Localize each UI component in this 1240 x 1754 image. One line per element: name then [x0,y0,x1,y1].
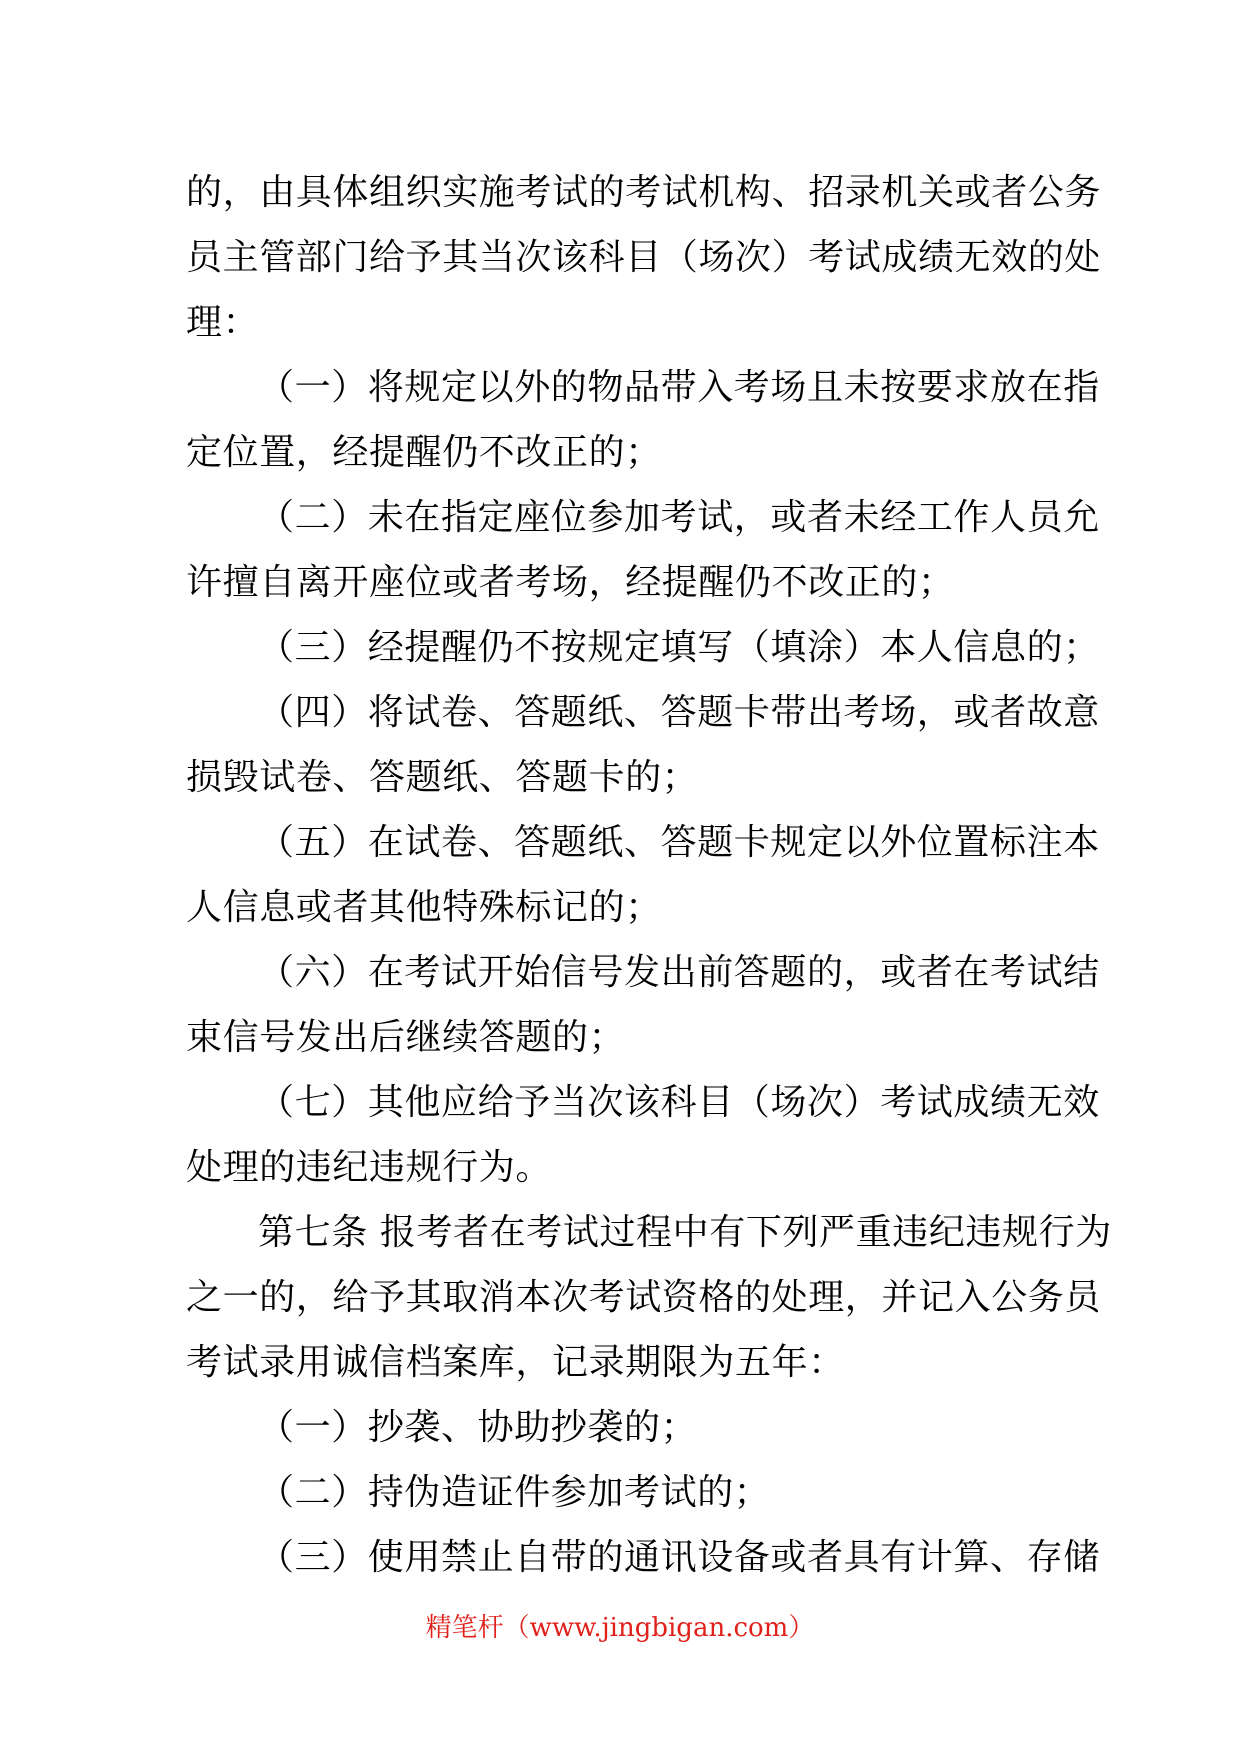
text-line: 处理的违纪违规行为。 [186,1147,553,1188]
text-line: （五）在试卷、答题纸、答题卡规定以外位置标注本 [258,822,1100,863]
text-line: 束信号发出后继续答题的； [186,1017,626,1058]
text-line: 定位置，经提醒仍不改正的； [186,432,662,473]
text-line: 员主管部门给予其当次该科目（场次）考试成绩无效的处 [186,237,1102,278]
text-line: （一）抄袭、协助抄袭的； [258,1407,698,1448]
footer-watermark: 精笔杆（www.jingbigan.com） [425,1613,815,1643]
text-line: 第七条 报考者在考试过程中有下列严重违纪违规行为 [258,1212,1112,1253]
text-line: （二）持伪造证件参加考试的； [258,1472,771,1513]
text-line: 理： [186,302,260,343]
text-line: 许擅自离开座位或者考场，经提醒仍不改正的； [186,562,955,603]
text-line: （二）未在指定座位参加考试，或者未经工作人员允 [258,497,1100,538]
text-line: （三）使用禁止自带的通讯设备或者具有计算、存储 [258,1537,1100,1578]
document-body [186,160,1112,1590]
text-line: 考试录用诚信档案库，记录期限为五年： [186,1342,845,1383]
text-line: 之一的，给予其取消本次考试资格的处理，并记入公务员 [186,1277,1102,1318]
text-line: （七）其他应给予当次该科目（场次）考试成绩无效 [258,1082,1100,1123]
text-line: 的，由具体组织实施考试的考试机构、招录机关或者公务 [186,172,1102,213]
text-line: 人信息或者其他特殊标记的； [186,887,662,928]
text-line: （三）经提醒仍不按规定填写（填涂）本人信息的； [258,627,1100,668]
text-line: 损毁试卷、答题纸、答题卡的； [186,757,699,798]
text-line: （四）将试卷、答题纸、答题卡带出考场，或者故意 [258,692,1100,733]
text-line: （一）将规定以外的物品带入考场且未按要求放在指 [258,367,1100,408]
text-line: （六）在考试开始信号发出前答题的，或者在考试结 [258,952,1100,993]
